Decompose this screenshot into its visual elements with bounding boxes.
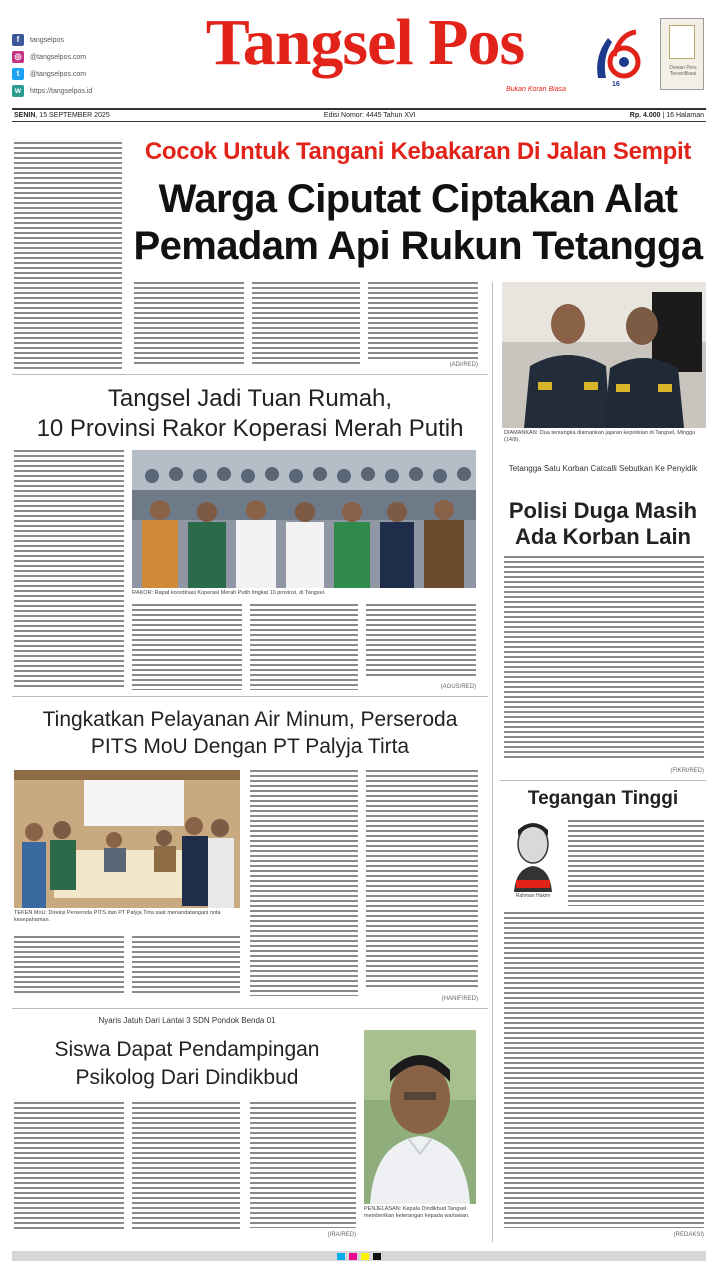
social-label: https://tangselpos.id (30, 87, 93, 95)
story4-headline-line2: PITS MoU Dengan PT Palyja Tirta (90, 735, 410, 758)
story3-caption: DIAMANKAN: Dua tersangka diamankan jajaran kepolisian di Tangsel, Minggu (14/9). (504, 430, 696, 443)
anniversary-logo (590, 26, 646, 88)
opinion-byline: (REDAKSI) (673, 1232, 704, 1238)
brand-name: Tangsel Pos (205, 6, 525, 79)
social-web[interactable] (12, 83, 152, 99)
price-label: Rp. 4.000 (629, 112, 661, 119)
divider (12, 1008, 488, 1009)
story4-headline-line1: Tingkatkan Pelayanan Air Minum, Perseroda (42, 708, 458, 731)
story3-photo-image (502, 282, 706, 428)
opinion-author-portrait (506, 818, 560, 892)
seal-text: Dewan Pers Terverifikasi (669, 65, 697, 77)
story5-headline (12, 1036, 362, 1092)
story1-byline: (ADI/RED) (449, 362, 478, 368)
social-instagram[interactable] (12, 49, 152, 65)
divider (12, 696, 488, 697)
author-portrait-image (506, 818, 560, 892)
facebook-icon: f (12, 34, 24, 46)
brand-tagline: Bukan Koran Biasa (506, 86, 566, 93)
brand-logo[interactable] (150, 6, 580, 93)
anniversary-number: 16 (612, 81, 620, 88)
opinion-text-body (504, 912, 704, 1228)
issue-day: SENIN (14, 112, 36, 119)
story5-headline-line1: Siswa Dapat Pendampingan (54, 1038, 320, 1061)
story1-headline (130, 176, 706, 270)
story1-text-col-1 (14, 142, 122, 370)
story4-photo-image (14, 770, 240, 908)
story4-text-col-2 (132, 936, 240, 996)
story1-text-col-3 (252, 282, 360, 366)
story2-headline-line2: 10 Provinsi Rakor Koperasi Merah Putih (36, 415, 464, 442)
press-seal (660, 18, 704, 90)
issue-date: SENIN, 15 SEPTEMBER 2025 (14, 112, 110, 119)
opinion-title: Tegangan Tinggi (527, 788, 679, 809)
story1-kicker: Cocok Untuk Tangani Kebakaran Di Jalan Sempit (144, 138, 692, 165)
story4-text-col-4 (366, 770, 478, 990)
story3-kicker: Tetangga Satu Korban Catcalli Sebutkan Ke Penyidik (508, 464, 698, 473)
story3-byline: (FIKRI/RED) (670, 768, 704, 774)
story2-caption: RAKOR: Rapat koordinasi Koperasi Merah Putih tingkat 10 provinsi, di Tangsel. (132, 590, 326, 596)
story1-text-col-2 (134, 282, 244, 366)
story2-text-col-4 (366, 604, 476, 676)
column-divider (492, 282, 493, 1242)
story2-headline-line1: Tangsel Jadi Tuan Rumah, (107, 385, 393, 412)
twitter-icon: t (12, 68, 24, 80)
story2-text-col-1 (14, 450, 124, 690)
opinion-author-name: Rahman Hakim (515, 893, 551, 899)
social-label: @tangselpos.com (30, 53, 87, 61)
story2-headline (12, 384, 488, 444)
divider (500, 780, 706, 781)
masthead (0, 0, 720, 108)
anniversary-16-icon (590, 26, 646, 88)
story1-headline-line1: Warga Ciputat Ciptakan Alat (158, 177, 678, 221)
issue-date-text: 15 SEPTEMBER 2025 (39, 112, 110, 119)
seal-emblem-icon (669, 25, 695, 59)
social-label: tangselpos (30, 36, 64, 44)
divider (12, 374, 488, 375)
page-count: 16 Halaman (666, 112, 704, 119)
story4-photo (14, 770, 240, 908)
story4-byline: (HANIF/RED) (441, 996, 478, 1002)
story5-caption: PENJELASAN: Kepala Dindikbud Tangsel memberikan keterangan kepada wartawan. (364, 1206, 470, 1219)
story2-photo-image (132, 450, 476, 588)
date-bar (12, 108, 706, 122)
issue-price: Rp. 4.000 | 16 Halaman (629, 112, 704, 119)
story4-text-col-3 (250, 770, 358, 996)
story2-photo (132, 450, 476, 588)
story3-headline-line1: Polisi Duga Masih (508, 498, 698, 523)
social-twitter[interactable] (12, 66, 152, 82)
social-links (12, 32, 152, 100)
story4-text-col-1 (14, 936, 124, 996)
story5-text-col-1 (14, 1102, 124, 1232)
cyan-swatch (337, 1253, 345, 1260)
story5-kicker: Nyaris Jatuh Dari Lantai 3 SDN Pondok Benda 01 (98, 1016, 276, 1025)
story5-byline: (IRA/RED) (327, 1232, 356, 1238)
story2-text-col-3 (250, 604, 358, 690)
story5-photo-image (364, 1030, 476, 1204)
story4-caption: TEKEN MoU: Direksi Perseroda PITS dan PT Palyja Tirta saat menandatangani nota kesepahaman. (14, 910, 221, 923)
issue-edition: Edisi Nomor: 4445 Tahun XVI (323, 112, 416, 119)
color-registration-bar (12, 1251, 706, 1261)
story3-headline (500, 498, 706, 550)
opinion-text-top (568, 820, 704, 906)
story2-byline: (AGUS/RED) (440, 684, 476, 690)
magenta-swatch (349, 1253, 357, 1260)
social-label: @tangselpos.com (30, 70, 87, 78)
black-swatch (373, 1253, 381, 1260)
story5-text-col-3 (250, 1102, 356, 1228)
story5-text-col-2 (132, 1102, 240, 1232)
story5-headline-line2: Psikolog Dari Dindikbud (75, 1066, 299, 1089)
story3-photo (502, 282, 706, 428)
web-icon: w (12, 85, 24, 97)
story5-photo (364, 1030, 476, 1204)
story1-text-col-4 (368, 282, 478, 360)
story4-headline (12, 706, 488, 760)
yellow-swatch (361, 1253, 369, 1260)
story1-headline-line2: Pemadam Api Rukun Tetangga (133, 224, 703, 268)
social-facebook[interactable] (12, 32, 152, 48)
story3-text (504, 556, 704, 758)
story2-text-col-2 (132, 604, 242, 690)
story3-headline-line2: Ada Korban Lain (514, 524, 691, 549)
instagram-icon: ◎ (12, 51, 24, 63)
